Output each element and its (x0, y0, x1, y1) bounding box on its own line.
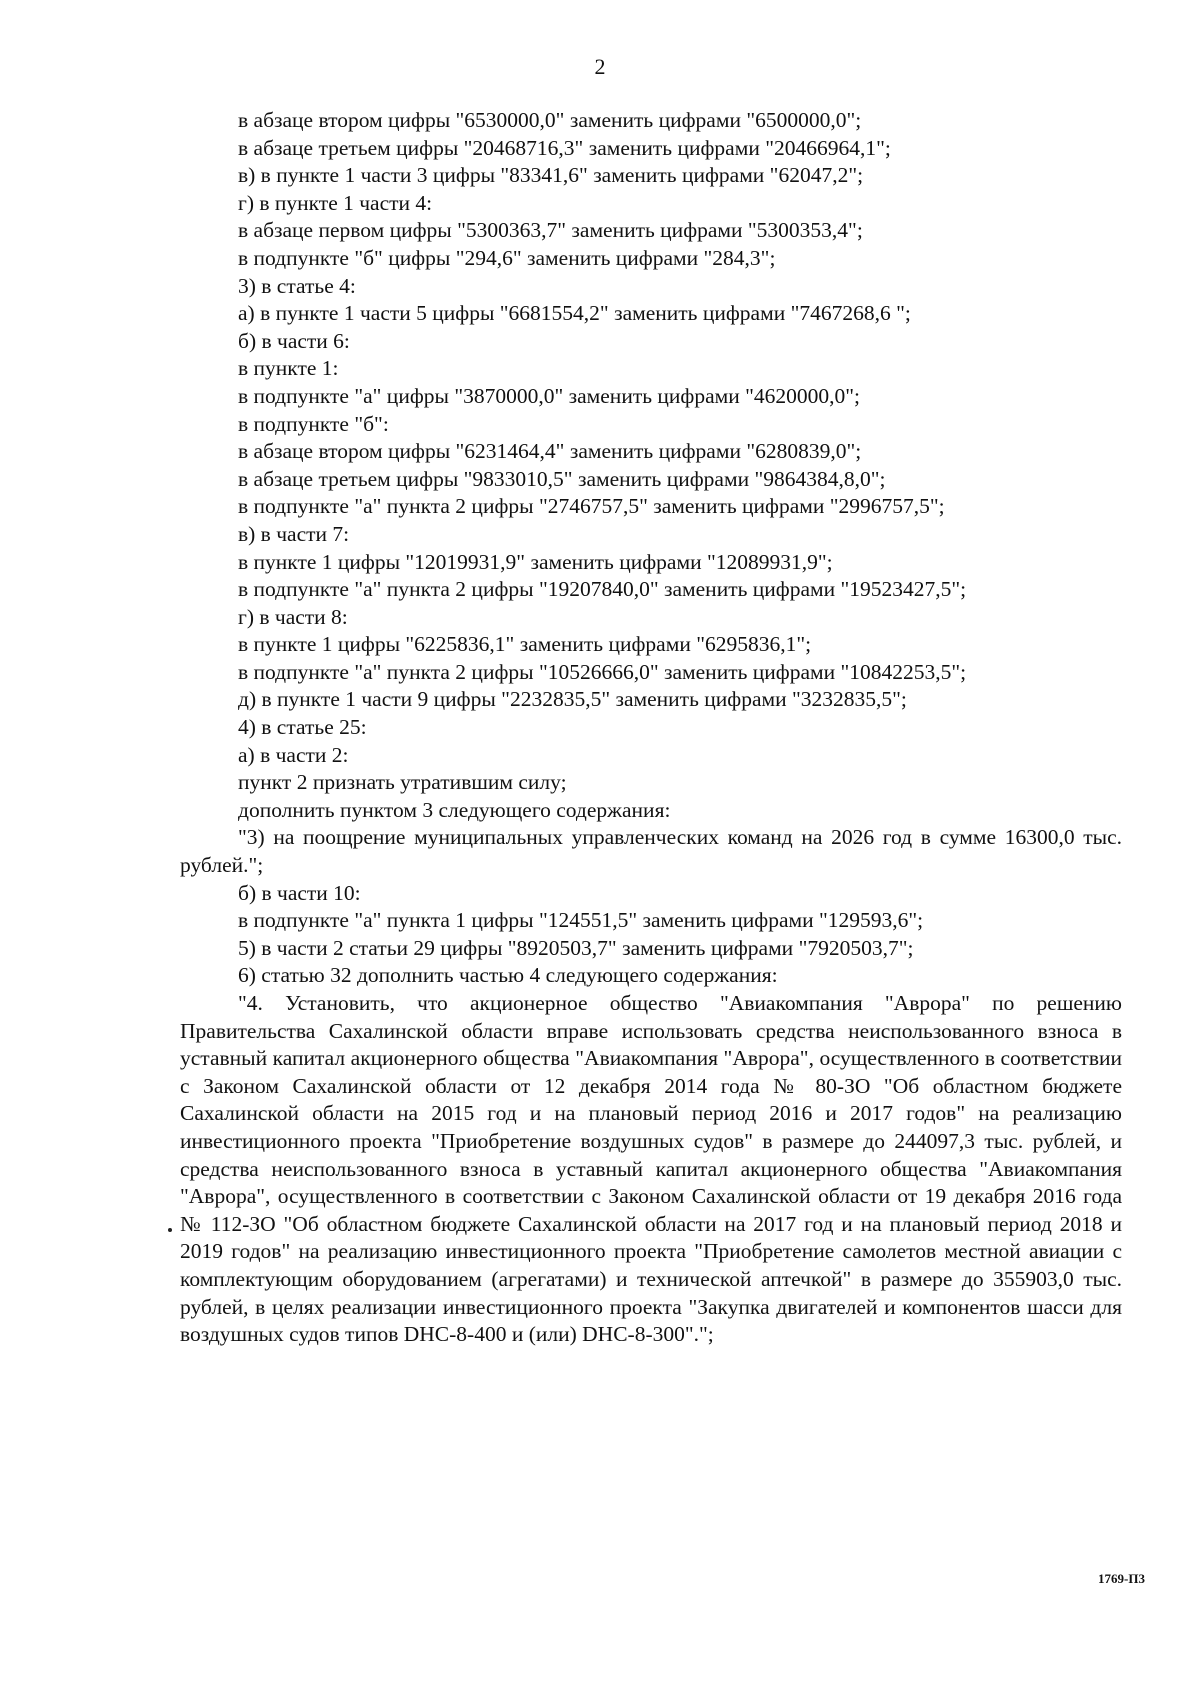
text-line: в абзаце третьем цифры "9833010,5" заменить цифрами "9864384,8,0"; (238, 466, 886, 491)
scan-speck (168, 1228, 172, 1232)
text-line: 6) статью 32 дополнить частью 4 следующего содержания: (238, 963, 778, 988)
text-line: в подпункте "а" пункта 2 цифры "2746757,5" заменить цифрами "2996757,5"; (238, 494, 945, 519)
text-line: дополнить пунктом 3 следующего содержания: (238, 797, 671, 822)
text-line: г) в части 8: (238, 604, 348, 629)
text-line: в подпункте "а" пункта 2 цифры "10526666,0" заменить цифрами "10842253,5"; (238, 659, 967, 684)
text-line: в подпункте "а" пункта 2 цифры "19207840,0" заменить цифрами "19523427,5"; (238, 577, 967, 602)
text-line: а) в части 2: (238, 742, 349, 767)
document-body (180, 107, 1122, 1349)
text-line: а) в пункте 1 части 5 цифры "6681554,2" заменить цифрами "7467268,6 "; (238, 301, 911, 326)
text-line: б) в части 6: (238, 328, 350, 353)
text-line: в подпункте "б": (238, 411, 389, 436)
text-line: в абзаце втором цифры "6530000,0" заменить цифрами "6500000,0"; (238, 108, 862, 132)
text-line: б) в части 10: (238, 880, 361, 905)
text-line: в абзаце первом цифры "5300363,7" заменить цифрами "5300353,4"; (238, 218, 863, 243)
text-line: в) в части 7: (238, 521, 350, 546)
text-line: в пункте 1 цифры "6225836,1" заменить цифрами "6295836,1"; (238, 632, 812, 657)
text-line: д) в пункте 1 части 9 цифры "2232835,5" заменить цифрами "3232835,5"; (238, 687, 907, 712)
page-number: 2 (594, 54, 606, 79)
text-line: в подпункте "а" пункта 1 цифры "124551,5" заменить цифрами "129593,6"; (238, 908, 924, 933)
text-line: в абзаце третьем цифры "20468716,3" заменить цифрами "20466964,1"; (238, 135, 891, 160)
text-line: в абзаце втором цифры "6231464,4" заменить цифрами "6280839,0"; (238, 439, 862, 464)
paragraph-aurora: "4. Установить, что акционерное общество "Авиакомпания "Аврора" по решению Правительства Сахалинской области вправе использовать средства неиспользованного взноса в уставный капитал акционерного общества "Авиакомпания "Аврора", осуществленного в соответствии с Законом Сахалинской области от 12 декабря 2014 года № 80-ЗО "Об областном бюджете Сахалинской области на 2015 год и на плановый период 2016 и 2017 годов" на реализацию инвестиционного проекта "Приобретение воздушных судов" в размере до 244097,3 тыс. рублей, и средства неиспользованного взноса в уставный капитал акционерного общества "Авиакомпания "Аврора", осуществленного в соответствии с Законом Сахалинской области от 19 декабря 2016 года № 112-ЗО "Об областном бюджете Сахалинской области на 2017 год и на плановый период 2018 и 2019 годов" на реализацию инвестиционного проекта "Приобретение самолетов местной авиации с комплектующим оборудованием (агрегатами) и технической аптечкой" в размере до 355903,0 тыс. рублей, в целях реализации инвестиционного проекта "Закупка двигателей и компонентов шасси для воздушных судов типов DHC-8-400 и (или) DHC-8-300"."; (180, 991, 1122, 1347)
text-line: в пункте 1: (238, 356, 339, 381)
paragraph-award: "3) на поощрение муниципальных управленческих команд на 2026 год в сумме 16300,0 тыс. рублей."; (180, 825, 1122, 878)
text-line: 3) в статье 4: (238, 273, 356, 298)
text-line: 5) в части 2 статьи 29 цифры "8920503,7" заменить цифрами "7920503,7"; (238, 935, 914, 960)
text-line: в пункте 1 цифры "12019931,9" заменить цифрами "12089931,9"; (238, 549, 833, 574)
text-line: г) в пункте 1 части 4: (238, 190, 433, 215)
text-line: в подпункте "а" цифры "3870000,0" заменить цифрами "4620000,0"; (238, 383, 861, 408)
text-line: в) в пункте 1 части 3 цифры "83341,6" заменить цифрами "62047,2"; (238, 163, 864, 188)
text-line: 4) в статье 25: (238, 715, 367, 740)
document-code: 1769-П3 (1098, 1571, 1145, 1586)
text-line: пункт 2 признать утратившим силу; (238, 770, 567, 795)
text-line: в подпункте "б" цифры "294,6" заменить цифрами "284,3"; (238, 245, 776, 270)
